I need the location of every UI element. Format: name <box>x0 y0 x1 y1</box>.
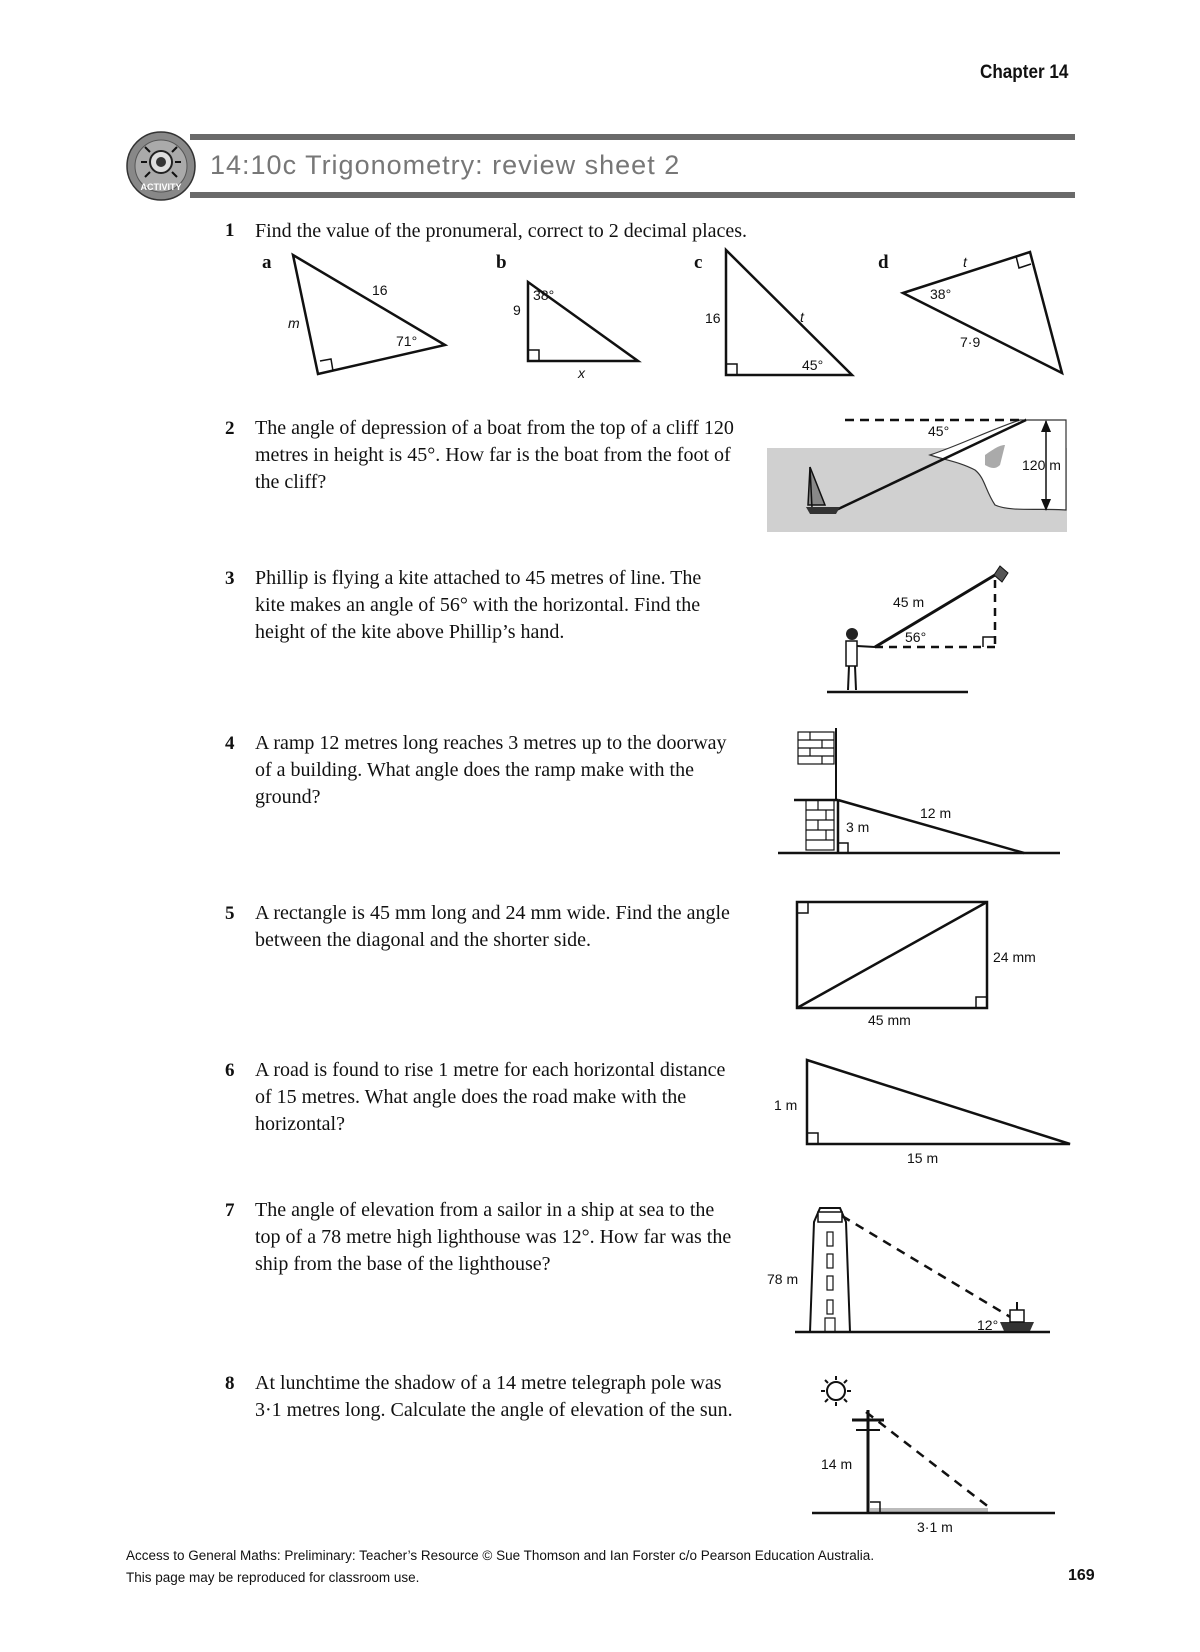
lighthouse-angle: 12° <box>977 1317 999 1333</box>
rectangle-diagram <box>797 902 987 1008</box>
question-text: A rectangle is 45 mm long and 24 mm wide. Find the angle between the diagonal and the shorter side. <box>255 902 730 951</box>
cliff-angle: 45° <box>928 423 950 439</box>
part-label: c <box>694 252 703 273</box>
triangle-a-side: m <box>288 315 300 331</box>
question-number: 3 <box>225 568 235 589</box>
page-number: 169 <box>1068 1567 1095 1584</box>
rectangle-length: 45 mm <box>868 1012 911 1028</box>
question-text: The angle of elevation from a sailor in a ship at sea to the top of a 78 metre high lighthouse was 12°. How far was the ship from the base of the lighthouse? <box>255 1199 732 1275</box>
pole-diagram <box>812 1376 1055 1513</box>
question-number: 4 <box>225 733 235 754</box>
footer-reproduction-note: This page may be reproduced for classroom use. <box>126 1570 420 1585</box>
question-text: At lunchtime the shadow of a 14 metre telegraph pole was 3·1 metres long. Calculate the angle of elevation of the sun. <box>255 1372 733 1421</box>
question-text: A road is found to rise 1 metre for each horizontal distance of 15 metres. What angle does the road make with the horizontal? <box>255 1059 726 1135</box>
cliff-height: 120 m <box>1022 457 1061 473</box>
triangle-c <box>726 250 852 375</box>
road-run: 15 m <box>907 1150 939 1166</box>
triangle-d-angle: 38° <box>930 286 952 302</box>
lighthouse-height: 78 m <box>767 1271 799 1287</box>
kite-angle: 56° <box>905 629 927 645</box>
chapter-label: Chapter 14 <box>980 62 1069 83</box>
triangle-b-side: 9 <box>513 302 521 318</box>
question-text: Find the value of the pronumeral, correct to 2 decimal places. <box>255 220 748 242</box>
part-label: b <box>496 252 507 273</box>
triangle-c-hyp: t <box>800 309 804 325</box>
triangle-d-top: t <box>963 254 967 270</box>
page-title: 14:10c Trigonometry: review sheet 2 <box>210 150 681 180</box>
lighthouse-diagram <box>795 1208 1050 1332</box>
question-number: 7 <box>225 1200 235 1221</box>
part-label: d <box>878 252 889 273</box>
triangle-a <box>293 255 445 374</box>
part-label: a <box>262 252 272 273</box>
pole-height: 14 m <box>821 1456 853 1472</box>
triangle-b-angle: 38° <box>533 287 555 303</box>
question-number: 5 <box>225 903 235 924</box>
question-text: Phillip is flying a kite attached to 45 metres of line. The kite makes an angle of 56° with the horizontal. Find the height of the kite above Phillip’s hand. <box>255 567 702 643</box>
question-number: 1 <box>225 220 235 241</box>
triangle-a-angle: 71° <box>396 333 418 349</box>
question-number: 2 <box>225 418 235 439</box>
pole-shadow: 3·1 m <box>917 1519 953 1535</box>
triangle-c-side: 16 <box>705 310 721 326</box>
question-number: 8 <box>225 1373 235 1394</box>
triangle-b-base: x <box>578 365 585 381</box>
triangle-a-hyp: 16 <box>372 282 388 298</box>
ramp-diagram <box>778 728 1060 853</box>
road-rise: 1 m <box>774 1097 798 1113</box>
rectangle-width: 24 mm <box>993 949 1036 965</box>
question-number: 6 <box>225 1060 235 1081</box>
triangle-d <box>903 252 1062 373</box>
triangle-c-angle: 45° <box>802 357 824 373</box>
activity-badge-label: ACTIVITY <box>140 182 182 192</box>
question-text: The angle of depression of a boat from the top of a cliff 120 metres in height is 45°. How far is the boat from the foot of the cliff? <box>255 417 734 493</box>
footer-copyright: Access to General Maths: Preliminary: Teacher’s Resource © Sue Thomson and Ian Forster c/o Pearson Education Australia. <box>126 1548 875 1563</box>
question-text: A ramp 12 metres long reaches 3 metres up to the doorway of a building. What angle does the ramp make with the ground? <box>255 732 727 808</box>
triangle-d-hyp: 7·9 <box>960 334 981 350</box>
kite-line-length: 45 m <box>893 594 925 610</box>
cliff-diagram <box>767 420 1067 532</box>
road-diagram <box>807 1060 1070 1144</box>
ramp-rise: 3 m <box>846 819 870 835</box>
ramp-length: 12 m <box>920 805 952 821</box>
